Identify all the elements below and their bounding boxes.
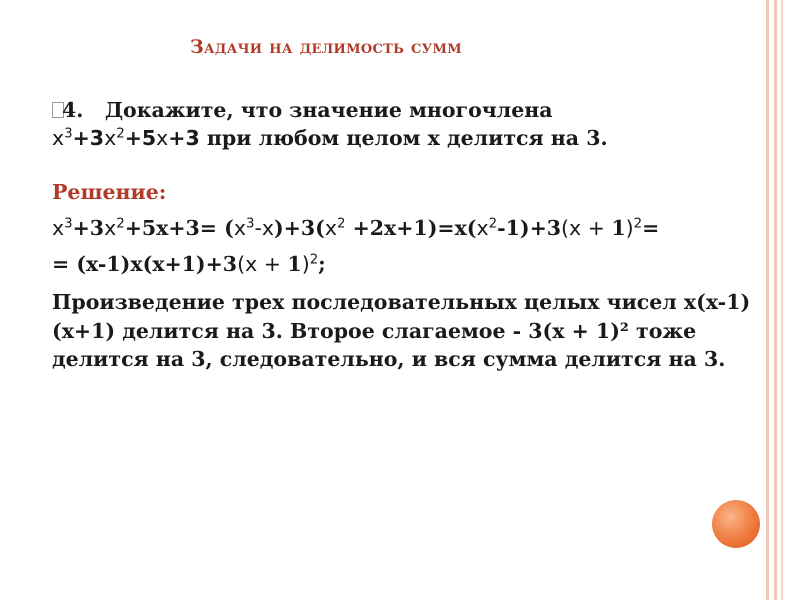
slide-content [52, 96, 752, 374]
problem-number: 4. [62, 98, 84, 122]
solution-equation-1: $x^3+3x^2+5x+3= (x^3-x)+3(x^2 +2x+1)=x(x^2-1)+3(x + 1)^2=$ [52, 216, 660, 240]
solution-equation-2: = $(x-1)x(x+1)+3(x + 1)^2$; [52, 252, 326, 276]
solution-paragraph: Произведение трех последовательных целых чисел x(x-1)(x+1) делится на 3. Второе слагаемое - 3(x + 1)² тоже делится на 3, следовательно, и вся сумма делится на 3. [52, 290, 751, 371]
problem-line-1 [52, 96, 752, 124]
decor-orb [712, 500, 760, 548]
decor-stripe [781, 0, 783, 600]
solution-label: Решение: [52, 180, 167, 204]
polynomial: $x^3+3x^2+5x+3$ [52, 126, 200, 150]
problem-text: Докажите, что значение многочлена [104, 98, 553, 122]
decor-stripe [774, 0, 777, 600]
slide-title: Задачи на делимость сумм [190, 36, 462, 58]
problem-condition: при любом целом x делится на 3. [206, 126, 608, 150]
decor-stripe [766, 0, 769, 600]
problem-line-2 [52, 124, 752, 152]
